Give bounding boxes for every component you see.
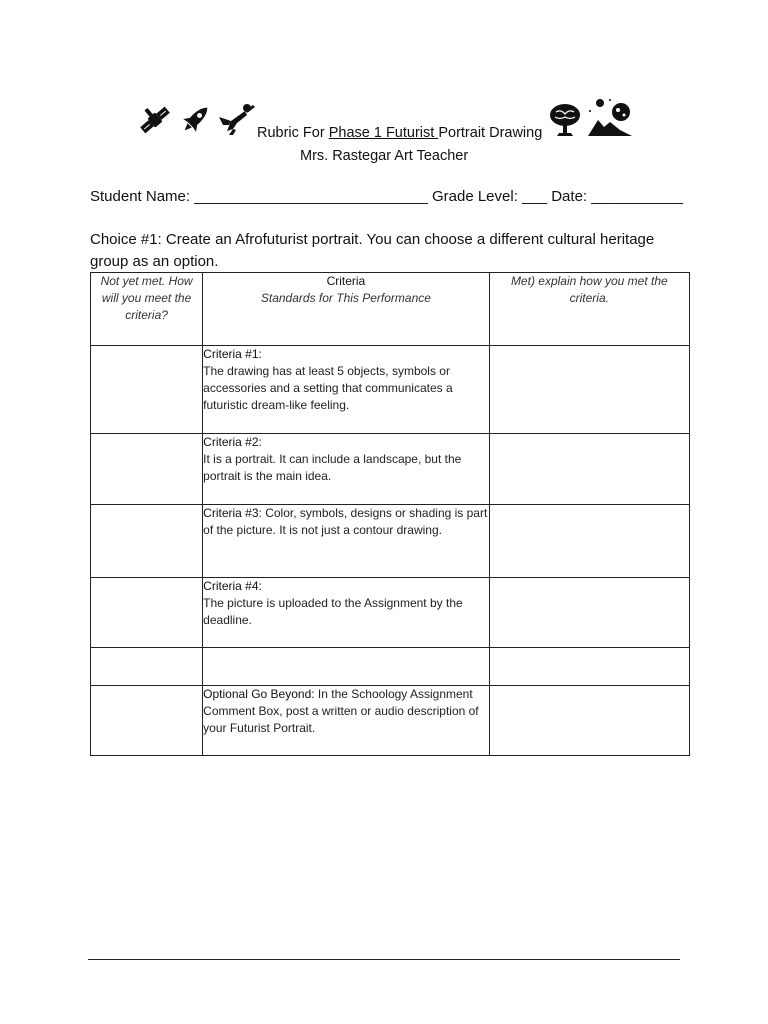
title-prefix: Rubric For: [257, 125, 329, 141]
criteria-cell: [203, 648, 489, 686]
table-row: [91, 346, 690, 434]
rocket-icon: [178, 101, 214, 137]
header-criteria: [203, 273, 489, 346]
not-met-cell[interactable]: [91, 346, 203, 434]
table-row: [91, 434, 690, 505]
criteria-text: It is a portrait. It can include a landscape, but the portrait is the main idea.: [203, 452, 462, 483]
brain-tree-icon: [547, 102, 583, 138]
met-cell[interactable]: [489, 578, 689, 648]
criteria-label: Criteria #3: [203, 506, 259, 520]
criteria-cell: [203, 434, 489, 505]
satellite-icon: [137, 102, 173, 138]
footer-divider: [88, 959, 680, 960]
criteria-cell: [203, 346, 489, 434]
criteria-label: Criteria #1:: [203, 347, 262, 361]
criteria-text: The drawing has at least 5 objects, symbols or accessories and a setting that communicates a futuristic dream-like feeling.: [203, 364, 453, 412]
met-cell[interactable]: [489, 346, 689, 434]
planets-landscape-icon: [586, 96, 634, 138]
table-row: [91, 578, 690, 648]
header-met: Met) explain how you met the criteria.: [489, 273, 689, 346]
not-met-cell[interactable]: [91, 505, 203, 578]
table-header-row: [91, 273, 690, 346]
page-subtitle: Mrs. Rastegar Art Teacher: [300, 148, 469, 164]
criteria-cell: [203, 578, 489, 648]
table-row-empty: [91, 648, 690, 686]
criteria-label: Criteria #2:: [203, 435, 262, 449]
header-criteria-title: Criteria: [326, 274, 366, 288]
met-cell[interactable]: [489, 434, 689, 505]
header-criteria-sub: Standards for This Performance: [260, 291, 431, 305]
page-title: [257, 125, 542, 141]
criteria-text: The picture is uploaded to the Assignment by the deadline.: [203, 596, 463, 627]
not-met-cell[interactable]: [91, 648, 203, 686]
met-cell[interactable]: [489, 648, 689, 686]
title-underlined: Phase 1 Futurist: [328, 125, 439, 141]
flying-superhero-icon: [217, 101, 257, 137]
criteria-cell: [203, 686, 489, 756]
criteria-text: : Color, symbols, designs or shading is part of the picture. It is not just a contour drawing.: [203, 506, 488, 537]
choice-instructions: Choice #1: Create an Afrofuturist portrait. You can choose a different cultural heritage group as an option.: [90, 231, 655, 270]
rubric-table: [90, 272, 690, 756]
met-cell[interactable]: [489, 686, 689, 756]
table-row: [91, 686, 690, 756]
not-met-cell[interactable]: [91, 686, 203, 756]
table-row: [91, 505, 690, 578]
header-not-yet-met: Not yet met. How will you meet the criteria?: [91, 273, 203, 346]
title-suffix: Portrait Drawing: [438, 125, 543, 141]
criteria-cell: [203, 505, 489, 578]
not-met-cell[interactable]: [91, 578, 203, 648]
criteria-label: Optional Go Beyond:: [203, 687, 315, 701]
criteria-label: Criteria #4:: [203, 579, 262, 593]
not-met-cell[interactable]: [91, 434, 203, 505]
student-info-line: Student Name: ____________________________ Grade Level: ___ Date: ___________: [90, 188, 684, 205]
criteria-text: In the Schoology Assignment Comment Box, post a written or audio description of your Futurist Portrait.: [203, 687, 479, 735]
met-cell[interactable]: [489, 505, 689, 578]
